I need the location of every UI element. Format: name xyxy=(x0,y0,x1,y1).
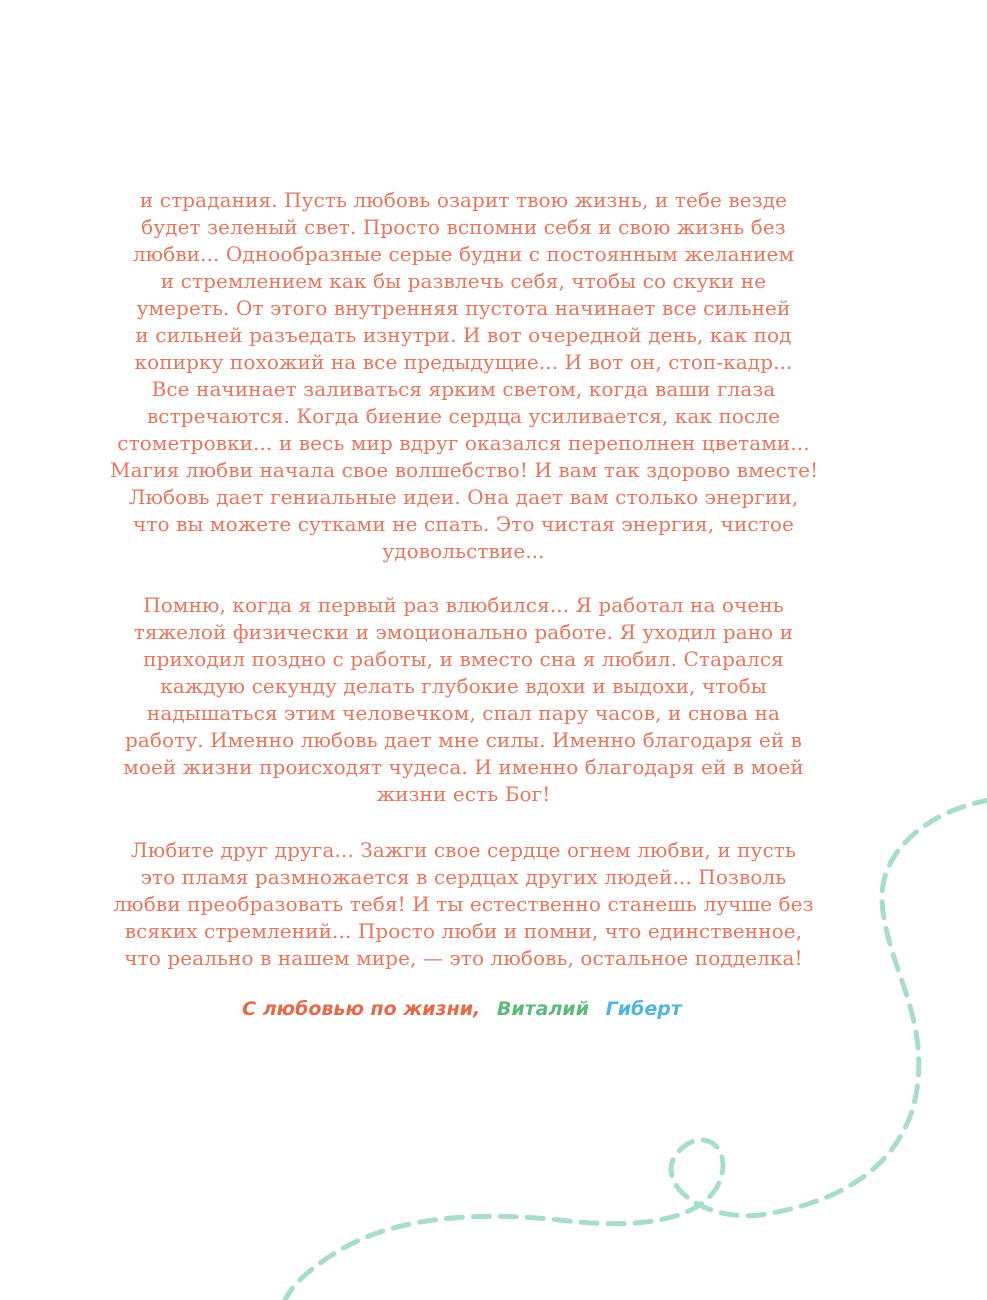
signature-first-name: Виталий xyxy=(496,998,590,1020)
text-line: любви преобразовать тебя! И ты естественно станешь лучше без xyxy=(113,892,814,916)
text-line: и страдания. Пусть любовь озарит твою жизнь, и тебе везде xyxy=(139,188,788,212)
signature-last-name: Гиберт xyxy=(605,998,682,1020)
text-line: стометровки... и весь мир вдруг оказался переполнен цветами... xyxy=(117,431,810,455)
paragraph-2 xyxy=(110,592,817,808)
text-line: встречаются. Когда биение сердца усиливается, как после xyxy=(146,404,781,428)
text-line: любви... Однообразные серые будни с постоянным желанием xyxy=(132,242,795,266)
text-line: удовольствие... xyxy=(382,539,545,563)
text-line: каждую секунду делать глубокие вдохи и выдохи, чтобы xyxy=(160,674,767,698)
paragraph-3 xyxy=(110,837,817,972)
text-line: и сильней разъедать изнутри. И вот очередной день, как под xyxy=(135,323,792,347)
signature-phrase: С любовью по жизни, xyxy=(242,998,481,1020)
text-line: надышаться этим человечком, спал пару часов, и снова на xyxy=(146,701,781,725)
text-line: моей жизни происходят чудеса. И именно благодаря ей в моей xyxy=(123,755,804,779)
text-line: умереть. От этого внутренняя пустота начинает все сильней xyxy=(136,296,791,320)
text-line: Все начинает заливаться ярким светом, когда ваши глаза xyxy=(151,377,776,401)
text-line: всяких стремлений... Просто люби и помни, что единственное, xyxy=(124,919,803,943)
text-line: Любите друг друга... Зажги свое сердце огнем любви, и пусть xyxy=(131,838,796,862)
text-line: тяжелой физически и эмоционально работе. Я уходил рано и xyxy=(133,620,794,644)
text-line: будет зеленый свет. Просто вспомни себя и свою жизнь без xyxy=(141,215,786,239)
text-line: Любовь дает гениальные идеи. Она дает вам столько энергии, xyxy=(128,485,799,509)
text-line: приходил поздно с работы, и вместо сна я любил. Старался xyxy=(143,647,784,671)
text-line: что вы можете сутками не спать. Это чистая энергия, чистое xyxy=(133,512,794,536)
text-line: Помню, когда я первый раз влюбился... Я работал на очень xyxy=(143,593,784,617)
text-line: копирку похожий на все предыдущие... И вот он, стоп-кадр... xyxy=(134,350,793,374)
author-signature xyxy=(0,998,924,1020)
text-line: жизни есть Бог! xyxy=(376,782,551,806)
text-line: это пламя размножается в сердцах других людей... Позволь xyxy=(140,865,787,889)
text-line: работу. Именно любовь дает мне силы. Именно благодаря ей в xyxy=(124,728,803,752)
text-line: Магия любви начала свое волшебство! И вам так здорово вместе! xyxy=(110,458,819,482)
text-line: что реально в нашем мире, — это любовь, остальное подделка! xyxy=(124,946,803,970)
paragraph-1 xyxy=(110,187,817,565)
text-line: и стремлением как бы развлечь себя, чтобы со скуки не xyxy=(160,269,767,293)
